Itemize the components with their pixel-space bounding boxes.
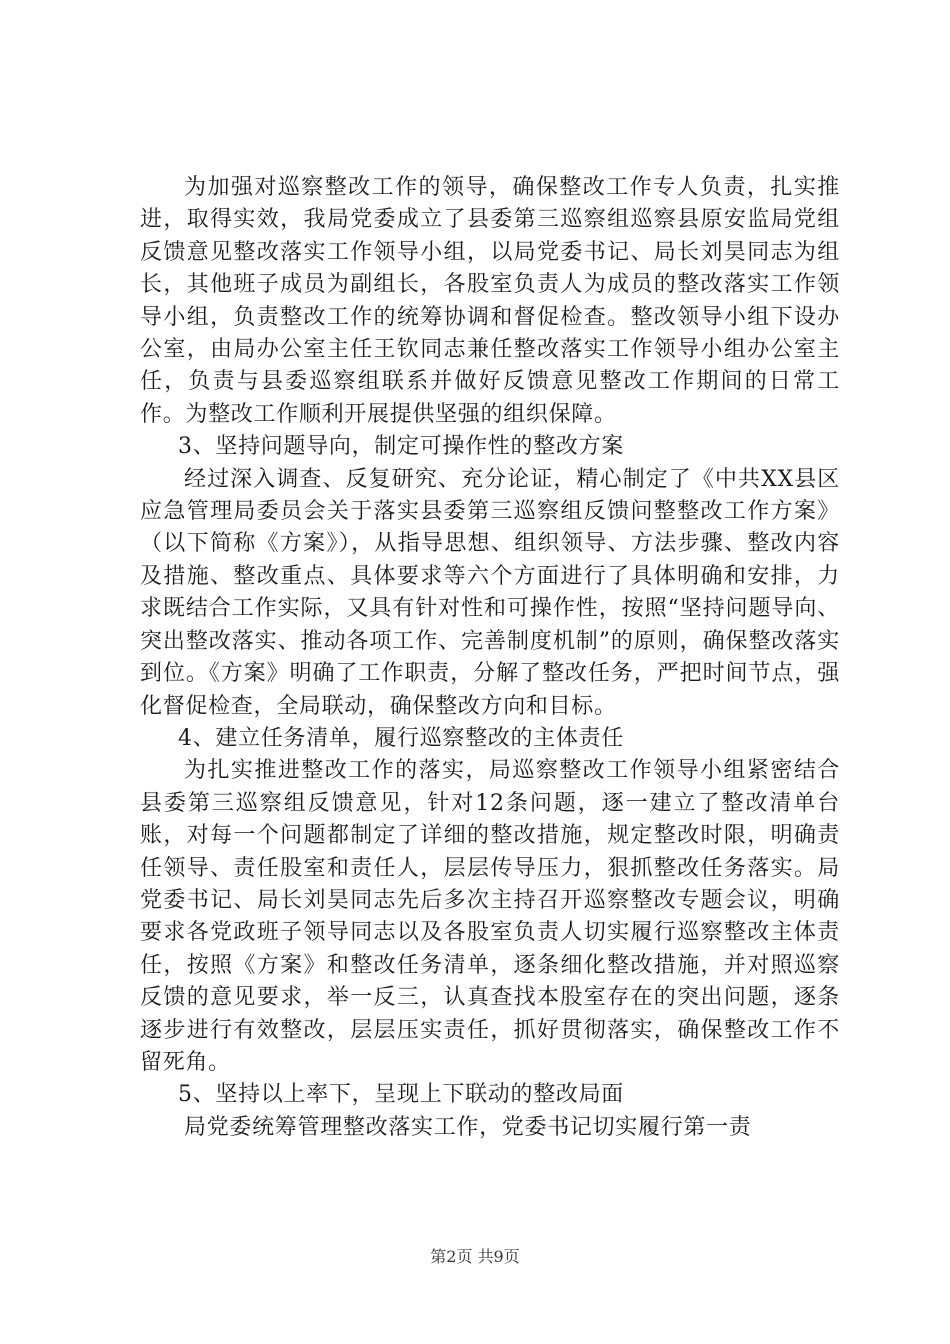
paragraph-rectification-plan: 经过深入调查、反复研究、充分论证，精心制定了《中共XX县区应急管理局委员会关于落实县委第三巡察组反馈问整整改工作方案》（以下简称《方案》），从指导思想、组织领导、方法步骤、整改内容及措施、整改重点、具体要求等六个方面进行了具体明确和安排，力求既结合工作实际，又具有针对性和可操作性，按照“坚持问题导向、突出整改落实、推动各项工作、完善制度机制”的原则，确保整改落实到位。《方案》明确了工作职责，分解了整改任务，严把时间节点，强化督促检查，全局联动，确保整改方向和目标。 <box>140 466 840 719</box>
page-footer: 第2页 共9页 <box>430 1247 520 1266</box>
paragraph-task-list: 为扎实推进整改工作的落实，局巡察整改工作领导小组紧密结合县委第三巡察组反馈意见，针对12条问题，逐一建立了整改清单台账，对每一个问题都制定了详细的整改措施，规定整改时限，明确责任领导、责任股室和责任人，层层传导压力，狠抓整改任务落实。局党委书记、局长刘昊同志先后多次主持召开巡察整改专题会议，明确要求各党政班子领导同志以及各股室负责人切实履行巡察整改主体责任，按照《方案》和整改任务清单，逐条细化整改措施，并对照巡察反馈的意见要求，举一反三，认真查找本股室存在的突出问题，逐条逐步进行有效整改，层层压实责任，抓好贯彻落实，确保整改工作不留死角。 <box>140 758 840 1075</box>
section-heading-4: 4、建立任务清单，履行巡察整改的主体责任 <box>178 725 624 751</box>
section-heading-5: 5、坚持以上率下，呈现上下联动的整改局面 <box>178 1082 624 1108</box>
section-heading-3: 3、坚持问题导向，制定可操作性的整改方案 <box>178 434 624 460</box>
paragraph-top-down-linkage: 局党委统筹管理整改落实工作，党委书记切实履行第一责 <box>184 1114 752 1140</box>
paragraph-leadership-group: 为加强对巡察整改工作的领导，确保整改工作专人负责，扎实推进，取得实效，我局党委成立了县委第三巡察组巡察县原安监局党组反馈意见整改落实工作领导小组，以局党委书记、局长刘昊同志为组长，其他班子成员为副组长，各股室负责人为成员的整改落实工作领导小组，负责整改工作的统筹协调和督促检查。整改领导小组下设办公室，由局办公室主任王钦同志兼任整改落实工作领导小组办公室主任，负责与县委巡察组联系并做好反馈意见整改工作期间的日常工作。为整改工作顺利开展提供坚强的组织保障。 <box>140 175 840 427</box>
document-body <box>140 172 840 1144</box>
